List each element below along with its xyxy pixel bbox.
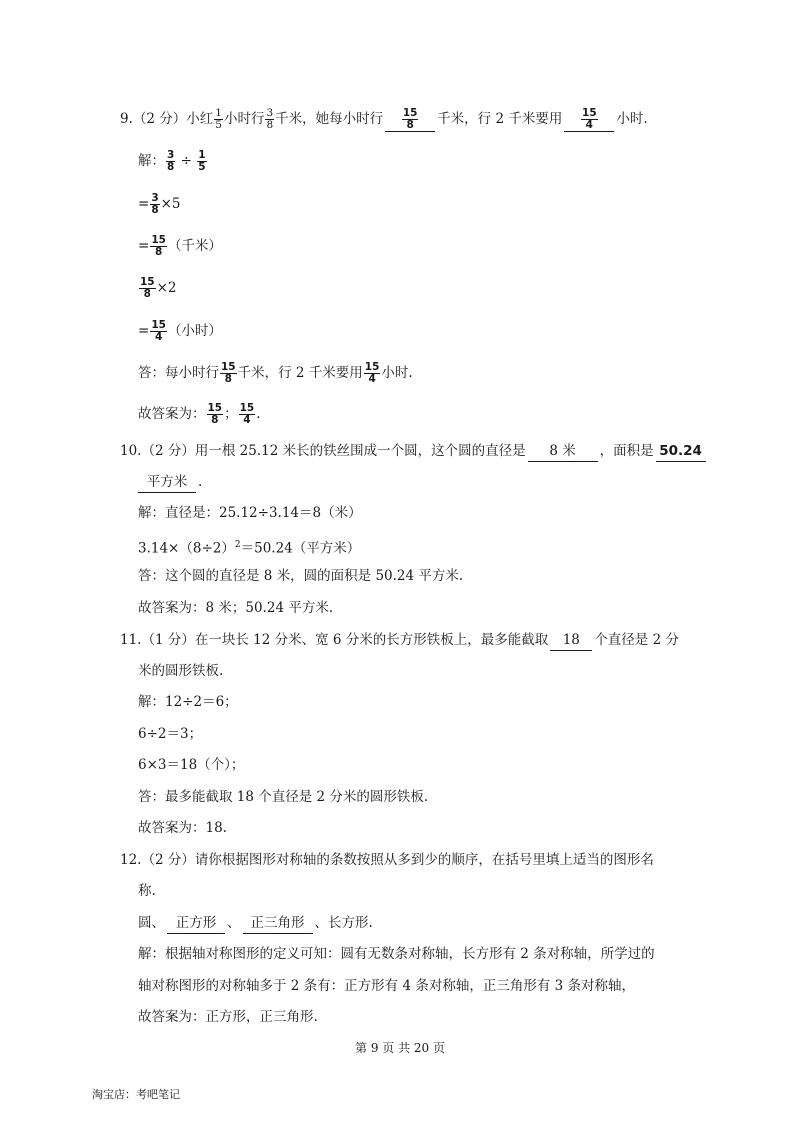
q12-blank-1: 正方形 — [167, 913, 225, 934]
q12-sol-1: 解：根据轴对称图形的定义可知：圆有无数条对称轴，长方形有 2 条对称轴，所学过的 — [138, 946, 655, 962]
q11-final: 故答案为：18. — [138, 820, 227, 836]
q10-blank-diameter: 8 米 — [528, 441, 598, 462]
q9-final: 故答案为： $\frac{15}{8}$ ； $\frac{15}{4}$ . — [138, 402, 261, 426]
q12-fill-line: 圆、 正方形 、 正三角形 、长方形. — [138, 913, 373, 934]
q12-stem: 12.（2 分）请你根据图形对称轴的条数按照从多到少的顺序，在括号里填上适当的图形名 — [120, 852, 654, 868]
q11-stem: 11.（1 分）在一块长 12 分米、宽 6 分米的长方形铁板上，最多能截取 18 个直径是 2 分 — [120, 630, 679, 651]
q9-step-4: $\frac{15}{8}$ ×2 — [140, 276, 177, 300]
q12-final: 故答案为：正方形，正三角形. — [138, 1009, 318, 1025]
q10-sol-2: $3.14\times(8\div 2)^2=50.24$（平方米） — [138, 540, 361, 557]
q9-step-5: = $\frac{15}{4}$ （小时） — [138, 319, 222, 343]
q9-stem: 9.（2 分）小红 $\frac{1}{5}$ 小时行 $\frac{3}{8}$ 千米，她每小时行 $\frac{15}{8}$ 千米，行 2 千米要用 $\frac{15}{4}$ 小时. — [120, 107, 648, 131]
page-footer: 第 9 页 共 20 页 — [355, 1041, 445, 1055]
q11-stem-cont: 米的圆形铁板. — [138, 663, 224, 679]
q10-answer: 答：这个圆的直径是 8 米，圆的面积是 50.24 平方米. — [138, 568, 464, 584]
q12-stem-cont: 称. — [138, 883, 156, 899]
q11-answer: 答：最多能截取 18 个直径是 2 分米的圆形铁板. — [138, 789, 429, 805]
q10-blank-area: 50.24 — [656, 441, 706, 462]
q12-blank-2: 正三角形 — [243, 913, 313, 934]
q11-sol-2: 6÷2＝3； — [138, 726, 203, 742]
q9-step-2: = $\frac{3}{8}$ ×5 — [138, 192, 181, 216]
q10-sol-1: 解：直径是：25.12÷3.14＝8（米） — [138, 505, 362, 521]
q10-stem: 10.（2 分）用一根 25.12 米长的铁丝围成一个圆，这个圆的直径是 8 米 ，面积是 50.24 — [120, 441, 708, 462]
q10-final: 故答案为：8 米；50.24 平方米. — [138, 600, 334, 616]
q9-answer: 答：每小时行 $\frac{15}{8}$ 千米，行 2 千米要用 $\frac{15}{4}$ 小时. — [138, 361, 413, 385]
q11-sol-3: 6×3＝18（个）； — [138, 757, 245, 773]
q11-blank: 18 — [550, 630, 592, 651]
q9-step-1: 解： $\frac{3}{8}$ ÷ $\frac{1}{5}$ — [138, 149, 206, 173]
q12-sol-2: 轴对称图形的对称轴多于 2 条有：正方形有 4 条对称轴，正三角形有 3 条对称轴， — [138, 978, 636, 994]
q10-stem-cont: 平方米 . — [138, 472, 202, 493]
shop-label: 淘宝店：考吧笔记 — [92, 1088, 180, 1101]
q11-sol-1: 解：12÷2＝6； — [138, 694, 238, 710]
q9-step-3: = $\frac{15}{8}$ （千米） — [138, 234, 222, 258]
